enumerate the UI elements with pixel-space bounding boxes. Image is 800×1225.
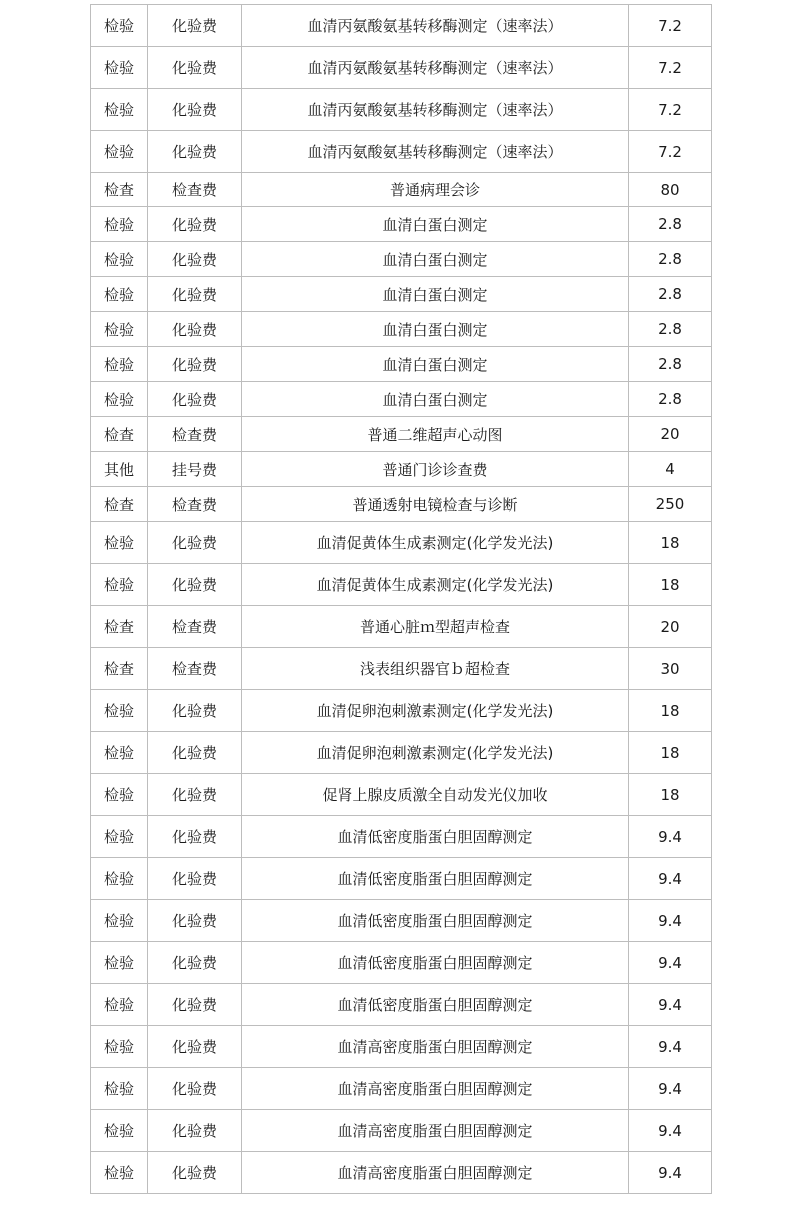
price-cell: 2.8 <box>629 242 712 277</box>
item-name-cell: 血清低密度脂蛋白胆固醇测定 <box>242 816 629 858</box>
fee-type-cell: 化验费 <box>148 5 242 47</box>
table-row <box>91 131 712 173</box>
category-cell: 检验 <box>91 900 148 942</box>
price-cell: 9.4 <box>629 1026 712 1068</box>
fee-type-cell: 化验费 <box>148 1110 242 1152</box>
item-name-cell: 浅表组织器官ｂ超检查 <box>242 648 629 690</box>
price-cell: 9.4 <box>629 816 712 858</box>
item-name-cell: 血清白蛋白测定 <box>242 347 629 382</box>
price-cell: 18 <box>629 774 712 816</box>
category-cell: 检验 <box>91 1110 148 1152</box>
table-row <box>91 942 712 984</box>
item-name-cell: 血清高密度脂蛋白胆固醇测定 <box>242 1110 629 1152</box>
item-name-cell: 血清低密度脂蛋白胆固醇测定 <box>242 942 629 984</box>
table-row <box>91 312 712 347</box>
table-row <box>91 417 712 452</box>
fee-type-cell: 检查费 <box>148 487 242 522</box>
table-row <box>91 858 712 900</box>
category-cell: 检验 <box>91 347 148 382</box>
category-cell: 检验 <box>91 131 148 173</box>
item-name-cell: 血清白蛋白测定 <box>242 207 629 242</box>
fee-table-body <box>91 5 712 1194</box>
price-cell: 9.4 <box>629 984 712 1026</box>
fee-type-cell: 化验费 <box>148 942 242 984</box>
category-cell: 检查 <box>91 173 148 207</box>
table-row <box>91 347 712 382</box>
category-cell: 检查 <box>91 417 148 452</box>
category-cell: 检验 <box>91 312 148 347</box>
table-row <box>91 1026 712 1068</box>
item-name-cell: 血清低密度脂蛋白胆固醇测定 <box>242 900 629 942</box>
fee-type-cell: 检查费 <box>148 417 242 452</box>
table-row <box>91 690 712 732</box>
fee-type-cell: 化验费 <box>148 1152 242 1194</box>
category-cell: 检验 <box>91 942 148 984</box>
price-cell: 20 <box>629 606 712 648</box>
price-cell: 2.8 <box>629 347 712 382</box>
table-row <box>91 47 712 89</box>
fee-type-cell: 化验费 <box>148 242 242 277</box>
price-cell: 30 <box>629 648 712 690</box>
category-cell: 检验 <box>91 382 148 417</box>
price-cell: 2.8 <box>629 207 712 242</box>
table-row <box>91 816 712 858</box>
category-cell: 检验 <box>91 1026 148 1068</box>
category-cell: 检验 <box>91 564 148 606</box>
item-name-cell: 血清白蛋白测定 <box>242 312 629 347</box>
fee-type-cell: 化验费 <box>148 131 242 173</box>
fee-type-cell: 检查费 <box>148 173 242 207</box>
table-row <box>91 732 712 774</box>
category-cell: 检验 <box>91 207 148 242</box>
fee-type-cell: 检查费 <box>148 606 242 648</box>
category-cell: 检验 <box>91 89 148 131</box>
category-cell: 检验 <box>91 1152 148 1194</box>
price-cell: 2.8 <box>629 312 712 347</box>
price-cell: 18 <box>629 564 712 606</box>
item-name-cell: 血清丙氨酸氨基转移酶测定（速率法） <box>242 89 629 131</box>
fee-type-cell: 化验费 <box>148 277 242 312</box>
price-cell: 18 <box>629 690 712 732</box>
price-cell: 9.4 <box>629 858 712 900</box>
item-name-cell: 血清白蛋白测定 <box>242 277 629 312</box>
item-name-cell: 血清促卵泡刺激素测定(化学发光法) <box>242 690 629 732</box>
table-row <box>91 774 712 816</box>
table-row <box>91 984 712 1026</box>
item-name-cell: 血清高密度脂蛋白胆固醇测定 <box>242 1068 629 1110</box>
item-name-cell: 血清促黄体生成素测定(化学发光法) <box>242 564 629 606</box>
price-cell: 9.4 <box>629 900 712 942</box>
category-cell: 检验 <box>91 47 148 89</box>
table-row <box>91 242 712 277</box>
fee-type-cell: 化验费 <box>148 984 242 1026</box>
price-cell: 9.4 <box>629 942 712 984</box>
table-row <box>91 522 712 564</box>
fee-type-cell: 化验费 <box>148 900 242 942</box>
fee-type-cell: 挂号费 <box>148 452 242 487</box>
item-name-cell: 促肾上腺皮质激全自动发光仪加收 <box>242 774 629 816</box>
item-name-cell: 普通二维超声心动图 <box>242 417 629 452</box>
table-row <box>91 382 712 417</box>
item-name-cell: 血清高密度脂蛋白胆固醇测定 <box>242 1026 629 1068</box>
fee-table <box>90 4 712 1194</box>
price-cell: 9.4 <box>629 1068 712 1110</box>
category-cell: 检验 <box>91 1068 148 1110</box>
item-name-cell: 血清促黄体生成素测定(化学发光法) <box>242 522 629 564</box>
price-cell: 2.8 <box>629 277 712 312</box>
item-name-cell: 普通病理会诊 <box>242 173 629 207</box>
fee-type-cell: 化验费 <box>148 207 242 242</box>
item-name-cell: 血清丙氨酸氨基转移酶测定（速率法） <box>242 47 629 89</box>
category-cell: 检查 <box>91 487 148 522</box>
fee-type-cell: 化验费 <box>148 858 242 900</box>
table-row <box>91 5 712 47</box>
table-row <box>91 1110 712 1152</box>
price-cell: 9.4 <box>629 1110 712 1152</box>
category-cell: 检验 <box>91 858 148 900</box>
price-cell: 250 <box>629 487 712 522</box>
table-row <box>91 89 712 131</box>
price-cell: 7.2 <box>629 131 712 173</box>
fee-type-cell: 化验费 <box>148 312 242 347</box>
category-cell: 检验 <box>91 5 148 47</box>
item-name-cell: 普通心脏ｍ型超声检查 <box>242 606 629 648</box>
price-cell: 9.4 <box>629 1152 712 1194</box>
table-row <box>91 173 712 207</box>
category-cell: 检验 <box>91 690 148 732</box>
price-cell: 20 <box>629 417 712 452</box>
category-cell: 检验 <box>91 242 148 277</box>
fee-type-cell: 化验费 <box>148 382 242 417</box>
fee-type-cell: 化验费 <box>148 47 242 89</box>
category-cell: 检验 <box>91 277 148 312</box>
category-cell: 检查 <box>91 648 148 690</box>
category-cell: 检验 <box>91 816 148 858</box>
fee-type-cell: 化验费 <box>148 1026 242 1068</box>
price-cell: 18 <box>629 732 712 774</box>
fee-type-cell: 化验费 <box>148 347 242 382</box>
item-name-cell: 血清促卵泡刺激素测定(化学发光法) <box>242 732 629 774</box>
fee-type-cell: 化验费 <box>148 564 242 606</box>
item-name-cell: 血清丙氨酸氨基转移酶测定（速率法） <box>242 5 629 47</box>
item-name-cell: 血清高密度脂蛋白胆固醇测定 <box>242 1152 629 1194</box>
table-row <box>91 648 712 690</box>
item-name-cell: 普通门诊诊查费 <box>242 452 629 487</box>
category-cell: 检验 <box>91 774 148 816</box>
category-cell: 检查 <box>91 606 148 648</box>
category-cell: 检验 <box>91 984 148 1026</box>
fee-type-cell: 化验费 <box>148 732 242 774</box>
fee-type-cell: 检查费 <box>148 648 242 690</box>
fee-type-cell: 化验费 <box>148 816 242 858</box>
price-cell: 18 <box>629 522 712 564</box>
table-row <box>91 487 712 522</box>
item-name-cell: 血清白蛋白测定 <box>242 242 629 277</box>
table-row <box>91 564 712 606</box>
fee-type-cell: 化验费 <box>148 522 242 564</box>
item-name-cell: 普通透射电镜检查与诊断 <box>242 487 629 522</box>
fee-type-cell: 化验费 <box>148 1068 242 1110</box>
price-cell: 80 <box>629 173 712 207</box>
category-cell: 检验 <box>91 522 148 564</box>
item-name-cell: 血清低密度脂蛋白胆固醇测定 <box>242 858 629 900</box>
table-row <box>91 900 712 942</box>
fee-type-cell: 化验费 <box>148 774 242 816</box>
table-row <box>91 1152 712 1194</box>
table-row <box>91 452 712 487</box>
table-row <box>91 277 712 312</box>
table-row <box>91 606 712 648</box>
table-row <box>91 207 712 242</box>
price-cell: 7.2 <box>629 47 712 89</box>
table-row <box>91 1068 712 1110</box>
category-cell: 其他 <box>91 452 148 487</box>
price-cell: 7.2 <box>629 89 712 131</box>
item-name-cell: 血清丙氨酸氨基转移酶测定（速率法） <box>242 131 629 173</box>
price-cell: 4 <box>629 452 712 487</box>
item-name-cell: 血清低密度脂蛋白胆固醇测定 <box>242 984 629 1026</box>
price-cell: 7.2 <box>629 5 712 47</box>
price-cell: 2.8 <box>629 382 712 417</box>
fee-type-cell: 化验费 <box>148 89 242 131</box>
category-cell: 检验 <box>91 732 148 774</box>
fee-type-cell: 化验费 <box>148 690 242 732</box>
item-name-cell: 血清白蛋白测定 <box>242 382 629 417</box>
